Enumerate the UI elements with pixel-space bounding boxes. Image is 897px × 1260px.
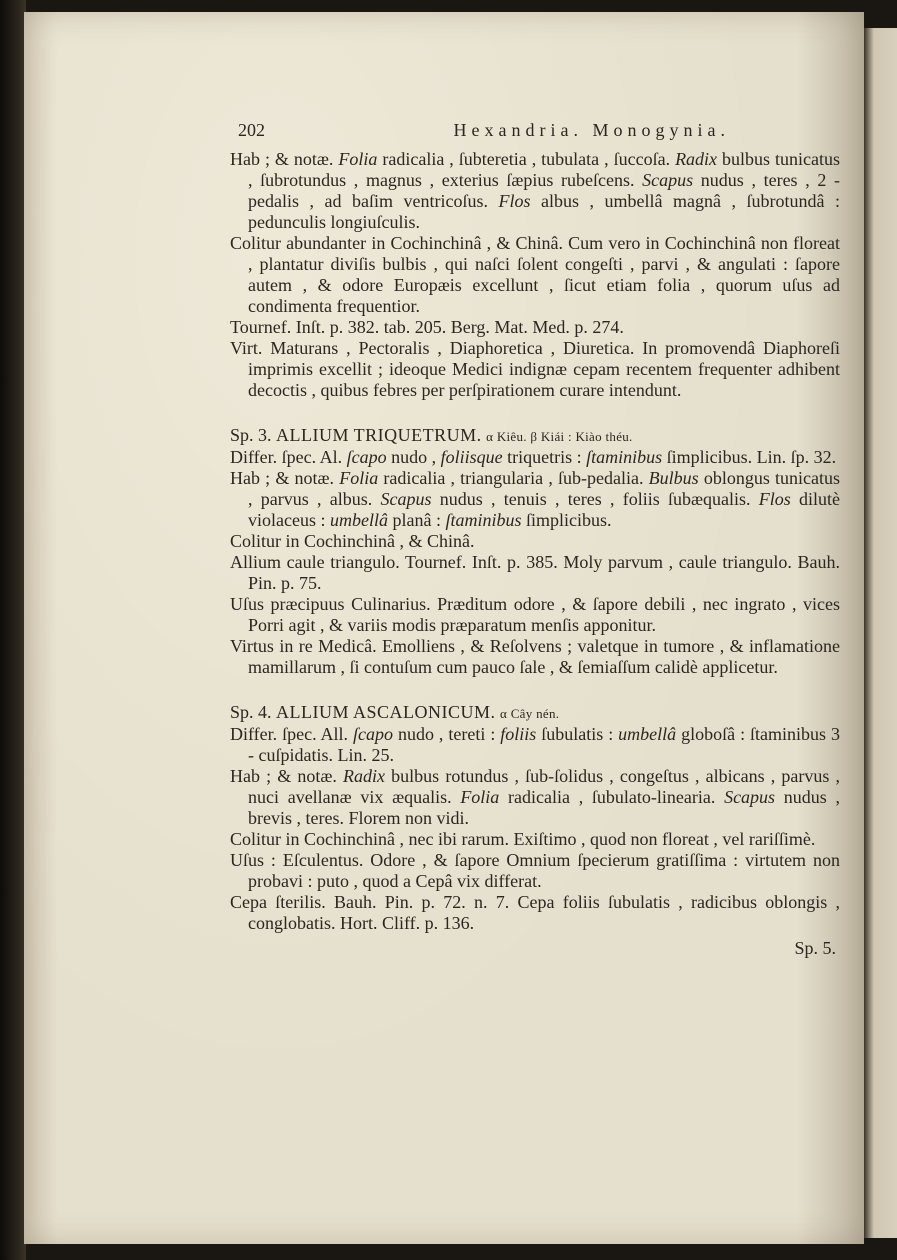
text-run: ſubulatis : [536,724,619,744]
text-run: globoſâ : ſtaminibus 3 - cuſpidatis. Lin. 25. [248,724,840,765]
text-run: radicalia , ſubulato-linearia. [499,787,725,807]
text-run: oblongus tunicatus , parvus , albus. [248,468,840,509]
usage-entry: Uſus : Eſculentus. Odore , & ſapore Omnium ſpecierum gratiſſima : virtutem non probavi : puto , quod a Cepâ vix differat. [230,850,840,891]
species-number: Sp. 4. [230,702,272,722]
habitat-entry [230,766,840,829]
text-run: albus , umbellâ magnâ , ſubrotundâ : pedunculis longiuſculis. [248,191,840,232]
species-heading-3 [230,425,840,447]
virtues-entry: Virtus in re Medicâ. Emolliens , & Reſolvens ; valetque in tumore , & inflamatione mamillarum , ſi contuſum cum pauco ſale , & ſemiaſſum calidè applicetur. [230,636,840,677]
species-number: Sp. 3. [230,425,272,445]
running-title: Hexandria. Monogynia. [453,120,730,140]
text-run: Differ. ſpec. All. [230,724,354,744]
reference-entry: Tournef. Inſt. p. 382. tab. 205. Berg. Mat. Med. p. 274. [230,317,624,337]
colitur-entry: Colitur in Cochinchinâ , & Chinâ. [230,531,475,551]
italic-term: Flos [498,191,531,211]
italic-term: ſtaminibus [586,447,663,467]
habitat-entry [230,468,840,531]
text-run: planâ : [387,510,446,530]
text-run: nudus , teres , 2 - pedalis , ad baſim ventricoſus. [248,170,840,211]
text-run: Hab ; & notæ. [230,468,340,488]
text-run: ſimplicibus. [521,510,612,530]
italic-term: Bulbus [648,468,699,488]
italic-term: umbellâ [329,510,388,530]
usage-entry: Uſus præcipuus Culinarius. Præditum odore , & ſapore debili , nec ingrato , vices Porri agit , & variis modis præparatum menſis apponitur. [230,594,840,635]
species-name: ALLIUM ASCALONICUM. [276,702,496,722]
italic-term: Radix [343,766,386,786]
differentia-entry [230,724,840,766]
italic-term: foliis [500,724,537,744]
text-run: bulbus tunicatus , ſubrotundus , magnus , exterius ſæpius rubeſcens. [248,149,841,190]
colitur-entry: Colitur in Cochinchinâ , nec ibi rarum. Exiſtimo , quod non floreat , vel rariſſimè. [230,829,816,849]
italic-term: ſcapo [346,447,387,467]
catchword: Sp. 5. [794,938,836,958]
italic-term: umbellâ [618,724,677,744]
text-run: ſimplicibus. Lin. ſp. 32. [662,447,837,467]
italic-term: Scapus [642,170,694,190]
species-name: ALLIUM TRIQUETRUM. [276,425,482,445]
page-header [230,120,840,141]
italic-term: ſtaminibus [445,510,522,530]
book-spine [0,0,26,1260]
text-run: nudo , tereti : [393,724,501,744]
italic-term: Folia [339,468,379,488]
text-run: Hab ; & notæ. [230,149,339,169]
italic-term: Flos [758,489,791,509]
italic-term: Folia [338,149,378,169]
text-run: bulbus rotundus , ſub-ſolidus , congeſtus , albicans , parvus , nuci avellanæ vix æqualis. [248,766,840,807]
text-run: triquetris : [502,447,587,467]
page-number: 202 [238,120,265,140]
vernacular-names: α Kiêu. β Kiái : Kiào théu. [486,429,633,444]
italic-term: Scapus [724,787,776,807]
italic-term: Folia [460,787,500,807]
text-run: nudus , brevis , teres. Florem non vidi. [248,787,840,828]
text-run: Differ. ſpec. Al. [230,447,347,467]
text-run: radicalia , triangularia , ſub-pedalia. [378,468,649,488]
colitur-entry: Colitur abundanter in Cochinchinâ , & Chinâ. Cum vero in Cochinchinâ non floreat , plantatur diviſis bulbis , qui naſci ſolent congeſti , parvi , & angulati : ſapore autem , & odore Europæis excellunt , ſicut etiam folia , quorum uſus ad condimenta frequentior. [230,233,840,316]
habitat-entry [230,149,840,233]
text-run: Hab ; & notæ. [230,766,344,786]
vernacular-names: α Cây nén. [500,706,560,721]
virtues-entry: Virt. Maturans , Pectoralis , Diaphoretica , Diuretica. In promovendâ Diaphoreſi imprimis excellit ; ideoque Medici indignæ cepam recentem frequenter adhibent decoctis , quibus febres per perſpirationem curare intendunt. [230,338,840,400]
italic-term: ſcapo [353,724,394,744]
text-run: nudo , [386,447,441,467]
page-text [230,120,840,959]
italic-term: Radix [675,149,718,169]
italic-term: foliisque [440,447,503,467]
text-run: radicalia , ſubteretia , tubulata , ſuccoſa. [377,149,676,169]
italic-term: Scapus [380,489,432,509]
differentia-entry [230,447,840,468]
text-run: nudus , tenuis , teres , foliis ſubæqualis. [431,489,759,509]
synonym-entry: Allium caule triangulo. Tournef. Inſt. p. 385. Moly parvum , caule triangulo. Bauh. Pin. p. 75. [230,552,840,593]
synonym-entry: Cepa ſterilis. Bauh. Pin. p. 72. n. 7. Cepa foliis ſubulatis , radicibus oblongis , conglobatis. Hort. Cliff. p. 136. [230,892,840,933]
text-run: dilutè violaceus : [248,489,841,530]
species-heading-4 [230,702,840,724]
facing-page-edge [864,28,897,1238]
